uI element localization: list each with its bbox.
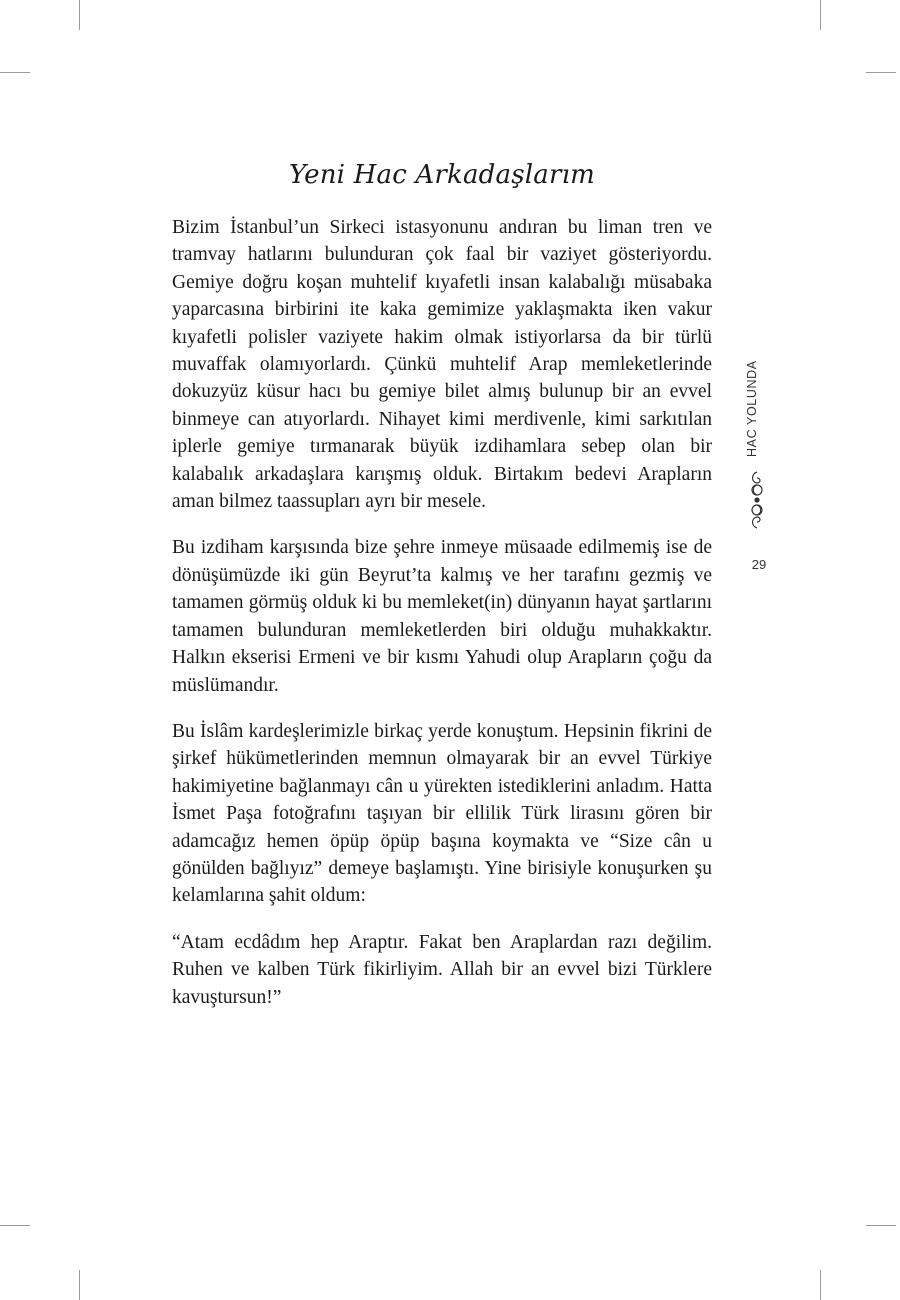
body-text <box>172 214 712 1030</box>
paragraph: Bu İslâm kardeşlerimizle birkaç yerde konuştum. Hepsinin fikrini de şirkef hükümetlerinden memnun olmayarak bir an evvel Türkiye hakimiyetine bağlanmayı cân u yürekten istediklerini anladım. Hatta İsmet Paşa fotoğrafını taşıyan bir ellilik Türk lirasını gören bir adamcağız hemen öpüp öpüp başına koymakta ve “Size cân u gönülden bağlıyız” demeye başlamıştı. Yine birisiyle konuşurken şu kelamlarına şahit oldum: <box>172 720 712 907</box>
crop-mark-top-right <box>820 0 821 30</box>
crop-mark-right-bottom <box>866 1225 896 1226</box>
running-head-title: HAC YOLUNDA <box>745 360 759 457</box>
crop-mark-left-bottom <box>0 1225 30 1226</box>
paragraph: Bu izdiham karşısında bize şehre inmeye müsaade edilmemiş ise de dönüşümüzde iki gün Beyrut’ta kalmış ve her tarafını gezmiş ve tamamen görmüş olduk ki bu memleket(in) dünyanın hayat şartlarını tamamen bulunduran memleketlerden biri olduğu muhakkaktır. Halkın ekserisi Ermeni ve bir kısmı Yahudi olup Arapların çoğu da müslümandır. <box>172 537 712 696</box>
crop-mark-bottom-right <box>820 1270 821 1300</box>
crop-mark-top-left <box>79 0 80 30</box>
swirl-ornament-icon <box>747 470 767 530</box>
paragraph: Bizim İstanbul’un Sirkeci istasyonunu andıran bu liman tren ve tramvay hatlarını bulunduran çok faal bir vaziyet gösteriyordu. Gemiye doğru koşan muhtelif kıyafetli insan kalabalığı müsabaka yaparcasına birbirini ite kaka gemimize yaklaşmakta iken vakur kıyafetli polisler vaziyete hakim olmak istiyorlarsa da bir türlü muvaffak olamıyorlardı. Çünkü muhtelif Arap memleketlerinde dokuzyüz küsur hacı bu gemiye bilet almış bulunup bir an evvel binmeye can atıyorlardı. Nihayet kimi merdivenle, kimi sarkıtılan iplerle gemiye tırmanarak büyük izdihamlara sebep olan bir kalabalık arkadaşlara karışmış olduk. Birtakım bedevi Arapların aman bilmez taassupları ayrı bir mesele. <box>172 217 712 513</box>
paragraph: “Atam ecdâdım hep Araptır. Fakat ben Araplardan razı değilim. Ruhen ve kalben Türk fikirliyim. Allah bir an evvel bizi Türklere kavuştursun!” <box>172 931 712 1008</box>
chapter-title: Yeni Hac Arkadaşlarım <box>289 160 595 190</box>
crop-mark-bottom-left <box>79 1270 80 1300</box>
crop-mark-right-top <box>866 72 896 73</box>
crop-mark-left-top <box>0 72 30 73</box>
page-number: 29 <box>751 557 767 572</box>
